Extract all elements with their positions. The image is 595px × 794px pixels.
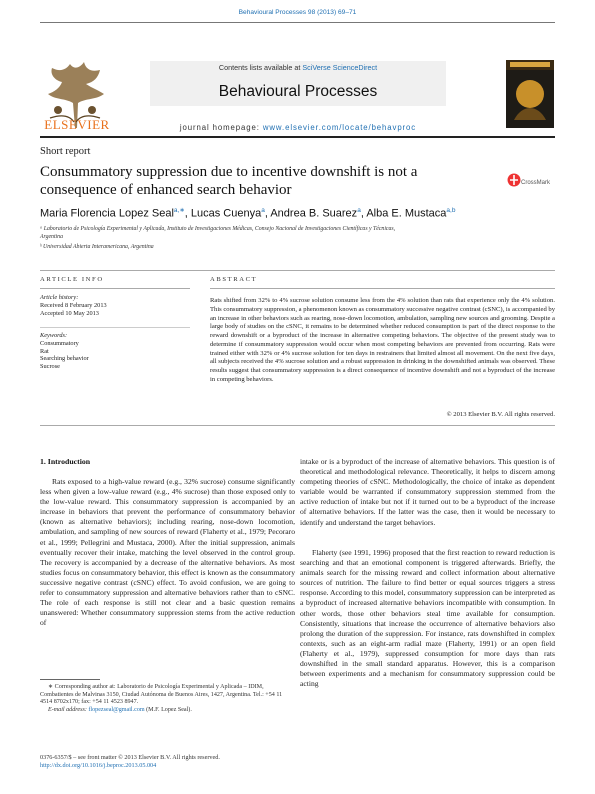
keyword: Rat (40, 347, 49, 355)
keyword: Sucrose (40, 363, 60, 371)
author-2-affil[interactable]: a (261, 207, 265, 214)
keywords-block (40, 332, 190, 371)
keywords-rule (40, 327, 190, 328)
abstract-rule (210, 288, 555, 289)
info-top-rule (40, 270, 555, 271)
author-3-affil[interactable]: a (357, 207, 361, 214)
journal-homepage (150, 123, 446, 132)
footnote-email-line (40, 707, 295, 715)
homepage-link[interactable]: www.elsevier.com/locate/behavproc (262, 123, 417, 132)
abstract-copyright: © 2013 Elsevier B.V. All rights reserved. (446, 411, 555, 418)
article-history (40, 294, 190, 317)
received-date: Received 8 February 2013 (40, 301, 107, 309)
sciencedirect-link[interactable]: SciVerse ScienceDirect (302, 63, 378, 72)
affiliation-b: ᵇ Universidad Abierta Interamericana, Argentina (40, 244, 154, 250)
header-rule (40, 22, 555, 23)
footnote-address: ∗ Corresponding author at: Laboratorio de Psicología Experimental y Aplicada – IDIM, Combatientes de Malvinas 3150, Ciudad Autónoma de Buenos Aires, 1427, Argentina. Tel.: +54 11 4514 8702x170; fax: +54 11 4523 8947. (40, 684, 283, 706)
journal-reference[interactable]: Behavioural Processes 98 (2013) 69–71 (238, 9, 357, 16)
journal-cover-image (506, 60, 554, 128)
contents-line (150, 63, 446, 72)
affiliation-a-line2: Argentina (40, 234, 63, 240)
keyword: Searching behavior (40, 355, 89, 363)
corresponding-author-footnote (40, 684, 295, 714)
abstract-text: Rats shifted from 32% to 4% sucrose solution consume less from the 4% solution than rats that experience only the 4% solution. This consummatory suppression, a phenomenon known as consummatory successive negative contrast (cSNC), is accompanied by an increase in other behaviors such as rearing, nose-down locomotion, ambulation, sampling new sources and grooming. Despite a large body of studies on the cSNC, it remains to be determined whether reduced consumption is part of the direct response to the reward downshift or a byproduct of the increase in alternative competing behaviors. The objective of the present study was to determine if consummatory suppression would occur when most competing behaviors are prevented from occurring. Rats were trained either with 32% or 4% sucrose solution for ten days in restrainers that limited almost all movement. On the next five days, all subjects received the 4% sucrose solution and a robust suppression in drinking in the downshifted animals was observed. These results suggest that consummatory suppression is a direct consequence of incentive downshift and not a byproduct of the increase in competing behaviors. (210, 297, 555, 383)
author-1: Maria Florencia Lopez Seal (40, 207, 174, 220)
author-list (40, 206, 455, 220)
article-title (40, 163, 460, 199)
crossmark-label[interactable]: CrossMark (521, 180, 551, 186)
history-label: Article history: (40, 294, 79, 301)
accepted-date: Accepted 10 May 2013 (40, 309, 99, 317)
masthead-rule (40, 136, 555, 138)
author-1-affil[interactable]: a,∗ (173, 207, 185, 214)
title-line-1: Consummatory suppression due to incentive downshift is not a (40, 164, 418, 180)
right-column-para-1: intake or is a byproduct of the increase of alternative behaviors. This question is of theoretical and methodological relevance. Theoretically, it helps to discern among competing theories of cSNC. Methodologically, the choice of intake as dependent variable would be warranted if consummatory suppression stemmed from the active reduction of intake but not if it turned out to be a byproduct of the increase of alternative behaviors. If the latter was the case, then it would be necessary to identify and understand the target behaviors. (300, 457, 555, 527)
right-column-para-2: Flaherty (see 1991, 1996) proposed that the first reaction to reward reduction is searching and that an emotional component is triggered afterwards. Briefly, the animals search for the missing reward and collect information about alternative sources of nutrition. The failure to find better or equal sources triggers a stress response. According to this model, consummatory suppression can be interpreted as a byproduct of increased alternative behaviors incompatible with consumption. In other words, those other behaviors steal time available for consumption. Consistently, situations that increase the occurrence of alternative behaviors also prolong the duration of the suppression. For instance, rats downshifted in complex contexts, such as an eight-arm radial maze (Flaherty, 1991) or an open field (Flaherty et al., 1979), suppressed consumption for more days than rats downshifted in the small standard apparatus. However, this is a comparison between experiments and a mechanism for consummatory suppression could be acting (300, 548, 555, 689)
article-info-heading: ARTICLE INFO (40, 276, 104, 283)
footnote-rule (40, 679, 100, 680)
journal-title: Behavioural Processes (218, 83, 378, 100)
abstract-bottom-rule (40, 425, 555, 426)
affiliation-a-line1: ᵃ Laboratorio de Psicología Experimental y Aplicada, Instituto de Investigaciones Médicas, Consejo Nacional de Investigaciones Científicas y Técnicas, (40, 226, 396, 232)
section-heading-introduction: 1. Introduction (40, 457, 91, 466)
homepage-prefix: journal homepage: (179, 123, 263, 132)
author-4-affil[interactable]: a,b (446, 207, 456, 214)
title-line-2: consequence of enhanced search behavior (40, 182, 292, 198)
doi-link[interactable]: http://dx.doi.org/10.1016/j.beproc.2013.05.004 (40, 762, 157, 769)
left-column-text: Rats exposed to a high-value reward (e.g., 32% sucrose) consume significantly less when given a low-value reward (e.g., 4% sucrose) than those exposed only to the low-value reward. This consummatory suppression is accompanied by an increase in behaviors that prevent the performance of consummatory behavior (known as alternative behaviors); including rearing, nose-down locomotion, ambulation, and sampling of new sources of reward (Flaherty et al., 1979; Pecoraro et al., 1999; Pellegrini and Mustaca, 2000). After the initial suppression, animals eventually recover their intake, matching the level observed in the control group. The recovery is accompanied by a decrease of the alternative behaviors. As most studies focus on consummatory behavior, this effect is known as the consummatory successive negative contrast (cSNC) effect. To avoid confusion, we are going to refer to consummatory suppression and alternative behaviors rather than to cSNC. The role of each response is still not clear and a basic question remains unanswered: Whether consummatory suppression stems from the active reduction of (40, 477, 295, 628)
crossmark-icon[interactable] (507, 172, 521, 188)
author-4: , Alba E. Mustaca (360, 207, 447, 220)
abstract-heading: ABSTRACT (210, 276, 258, 283)
publisher-name: ELSEVIER (44, 117, 110, 132)
publication-info (40, 754, 220, 770)
email-link[interactable]: flopezseal@gmail.com (88, 706, 145, 713)
contents-prefix: Contents lists available at (218, 63, 303, 72)
email-label: E-mail address: (48, 706, 89, 713)
author-3: , Andrea B. Suarez (264, 207, 358, 220)
issn-line: 0376-6357/$ – see front matter © 2013 Elsevier B.V. All rights reserved. (40, 754, 220, 761)
affiliation-a (40, 225, 480, 241)
keywords-label: Keywords: (40, 332, 68, 339)
info-rule (40, 288, 190, 289)
article-type: Short report (40, 146, 91, 157)
keyword: Consummatory (40, 339, 79, 347)
email-suffix: (M.F. Lopez Seal). (144, 706, 192, 713)
author-2: , Lucas Cuenya (184, 207, 262, 220)
